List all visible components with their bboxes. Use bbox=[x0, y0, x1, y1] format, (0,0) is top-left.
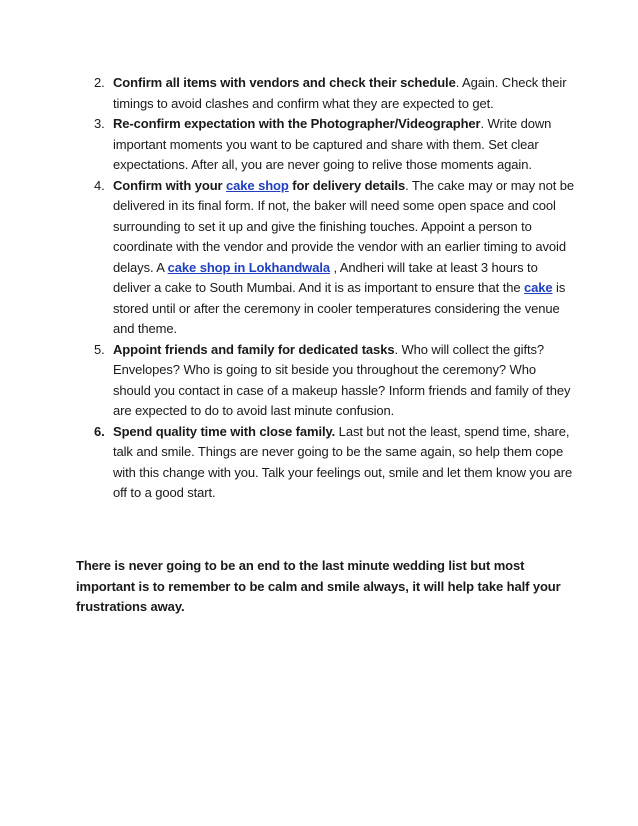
item-text: is stored until or after the ceremony in cooler temperatures considering the venue and theme. bbox=[113, 280, 566, 336]
item-number: 3. bbox=[94, 116, 105, 131]
item-text: . Who will collect the gifts? Envelopes? Who is going to sit beside you throughout the ceremony? Who should you contact in case of a makeup hassle? Inform friends and family of they are expected to do to avoid last minute confusion. bbox=[113, 341, 571, 418]
item-heading: Re-confirm expectation with the Photographer/Videographer bbox=[113, 116, 481, 131]
item-heading: Appoint friends and family for dedicated tasks bbox=[113, 341, 395, 357]
list-item bbox=[76, 340, 576, 422]
item-heading-part2: for delivery details bbox=[288, 177, 406, 193]
list-item bbox=[76, 114, 576, 176]
item-heading-part1: Confirm with your bbox=[113, 177, 227, 193]
cake-link[interactable]: cake bbox=[524, 280, 553, 295]
item-number: 6. bbox=[94, 423, 105, 439]
item-number: 4. bbox=[94, 177, 105, 193]
item-number: 5. bbox=[94, 341, 105, 357]
cake-shop-lokhandwala-link[interactable]: cake shop in Lokhandwala bbox=[167, 259, 330, 275]
item-heading: Confirm all items with vendors and check their schedule bbox=[113, 75, 456, 90]
item-text: . The cake may or may not be delivered in its final form. If not, the baker will need some open space and cool surrounding to set it up and give the finishing touches. Appoint a person to coordinate with the vendor and provide the vendor with an earlier timing to avoid delays. A bbox=[113, 177, 575, 275]
item-number: 2. bbox=[94, 75, 105, 90]
item-text: . Again. Check their timings to avoid clashes and confirm what they are expected to get. bbox=[113, 75, 567, 111]
list-item bbox=[76, 176, 576, 340]
item-text: . Write down important moments you want to be captured and share with them. Set clear expectations. After all, you are never going to relive those moments again. bbox=[113, 116, 552, 172]
cake-shop-link[interactable]: cake shop bbox=[226, 177, 289, 193]
list-item bbox=[76, 422, 576, 504]
wedding-checklist bbox=[76, 73, 576, 504]
item-heading: Spend quality time with close family. bbox=[113, 423, 336, 439]
item-text: , Andheri will take at least 3 hours to deliver a cake to South Mumbai. And it is as important to ensure that the bbox=[113, 259, 538, 295]
item-text: Last but not the least, spend time, share, talk and smile. Things are never going to be the same again, so help them cope with this change with you. Talk your feelings out, smile and let them know you are off to a good start. bbox=[113, 423, 573, 500]
closing-paragraph: There is never going to be an end to the last minute wedding list but most important is to remember to be calm and smile always, it will help take half your frustrations away. bbox=[76, 558, 561, 614]
list-item bbox=[76, 73, 576, 114]
